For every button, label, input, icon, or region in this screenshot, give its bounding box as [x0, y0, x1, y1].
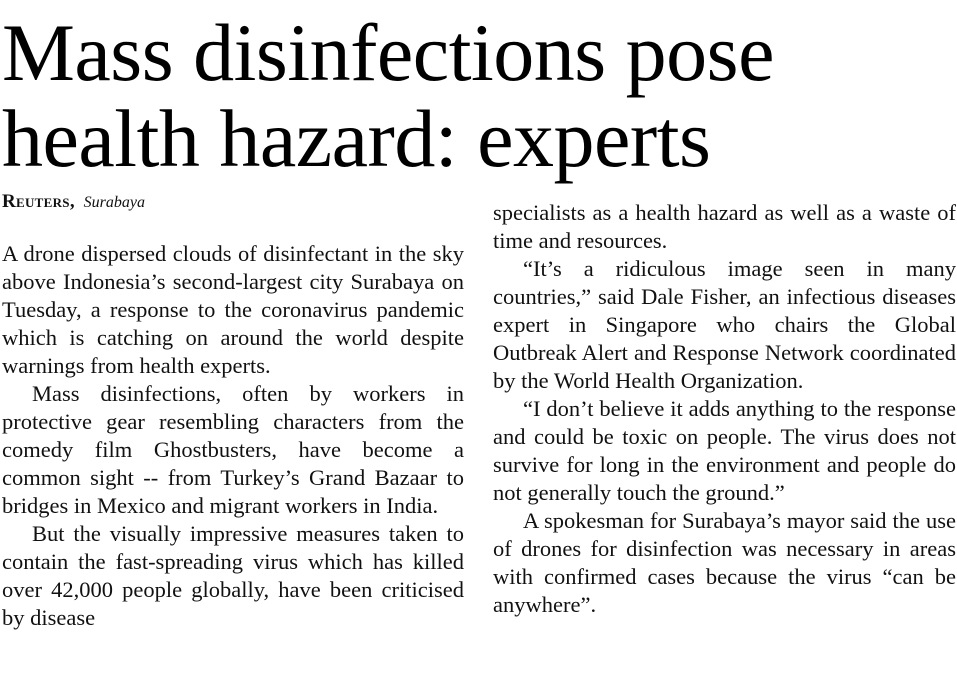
headline: Mass disinfections pose health hazard: experts: [2, 7, 774, 184]
article-paragraph: But the visually impressive measures taken to contain the fast-spreading virus which has killed over 42,000 people globally, have been criticised by disease: [2, 521, 464, 630]
article-paragraph: specialists as a health hazard as well as a waste of time and resources.: [493, 200, 956, 253]
byline-dateline: Surabaya: [83, 194, 145, 211]
article-paragraph: “It’s a ridiculous image seen in many countries,” said Dale Fisher, an infectious diseases expert in Singapore who chairs the Global Outbreak Alert and Response Network coordinated by the World Health Organization.: [493, 256, 956, 393]
byline-agency: Reuters,: [2, 191, 75, 212]
article-paragraph: A spokesman for Surabaya’s mayor said the use of drones for disinfection was necessary in areas with confirmed cases because the virus “can be anywhere”.: [493, 508, 956, 617]
article-column-left: [2, 240, 464, 632]
article-paragraph: Mass disinfections, often by workers in protective gear resembling characters from the comedy film Ghostbusters, have become a common sight -- from Turkey’s Grand Bazaar to bridges in Mexico and migrant workers in India.: [2, 381, 464, 518]
article-paragraph: “I don’t believe it adds anything to the response and could be toxic on people. The virus does not survive for long in the environment and people do not generally touch the ground.”: [493, 396, 956, 505]
article-column-right: [493, 199, 956, 619]
article-paragraph: A drone dispersed clouds of disinfectant in the sky above Indonesia’s second-largest city Surabaya on Tuesday, a response to the coronavirus pandemic which is catching on around the world despite warnings from health experts.: [2, 241, 464, 378]
byline: [2, 190, 145, 215]
